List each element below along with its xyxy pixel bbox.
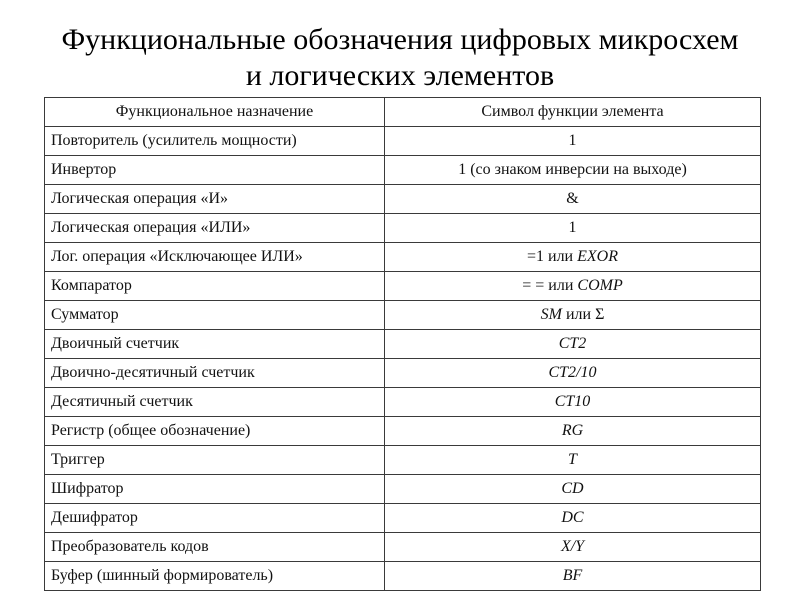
symbol-italic: EXOR	[577, 248, 618, 265]
function-cell: Логическая операция «ИЛИ»	[45, 214, 385, 243]
symbol-italic: SM	[540, 306, 562, 323]
symbol-text: = = или	[522, 277, 578, 294]
symbol-cell: BF	[385, 562, 761, 591]
function-cell: Шифратор	[45, 475, 385, 504]
title-line-1: Функциональные обозначения цифровых микросхем	[61, 23, 739, 56]
table-row	[45, 359, 761, 388]
table-row	[45, 156, 761, 185]
symbol-cell: DC	[385, 504, 761, 533]
function-cell: Регистр (общее обозначение)	[45, 417, 385, 446]
table-row	[45, 185, 761, 214]
function-cell: Буфер (шинный формирователь)	[45, 562, 385, 591]
table-row	[45, 330, 761, 359]
function-cell: Компаратор	[45, 272, 385, 301]
table-row	[45, 301, 761, 330]
table-row	[45, 504, 761, 533]
table-row	[45, 388, 761, 417]
symbol-cell	[385, 301, 761, 330]
symbol-cell	[385, 243, 761, 272]
symbol-cell	[385, 272, 761, 301]
table-row	[45, 272, 761, 301]
header-function: Функциональное назначение	[45, 98, 385, 127]
title-line-2: и логических элементов	[245, 59, 555, 92]
table-row	[45, 417, 761, 446]
function-cell: Двоичный счетчик	[45, 330, 385, 359]
function-cell: Лог. операция «Исключающее ИЛИ»	[45, 243, 385, 272]
function-cell: Сумматор	[45, 301, 385, 330]
table-row	[45, 475, 761, 504]
function-symbols-table	[44, 97, 761, 591]
table-row	[45, 446, 761, 475]
function-cell: Двоично-десятичный счетчик	[45, 359, 385, 388]
page-title	[0, 22, 800, 94]
function-cell: Преобразователь кодов	[45, 533, 385, 562]
function-cell: Десятичный счетчик	[45, 388, 385, 417]
function-cell: Повторитель (усилитель мощности)	[45, 127, 385, 156]
symbol-text: или Σ	[561, 306, 605, 323]
symbol-cell: 1	[385, 127, 761, 156]
symbol-cell: &	[385, 185, 761, 214]
symbol-cell: T	[385, 446, 761, 475]
function-cell: Инвертор	[45, 156, 385, 185]
symbol-cell: CT2/10	[385, 359, 761, 388]
function-cell: Логическая операция «И»	[45, 185, 385, 214]
table-row	[45, 243, 761, 272]
table-row	[45, 214, 761, 243]
header-symbol: Символ функции элемента	[385, 98, 761, 127]
symbol-cell: CT10	[385, 388, 761, 417]
table-row	[45, 533, 761, 562]
symbol-cell: CT2	[385, 330, 761, 359]
table-row	[45, 127, 761, 156]
table-header-row	[45, 98, 761, 127]
symbol-cell: X/Y	[385, 533, 761, 562]
symbol-cell: CD	[385, 475, 761, 504]
table-row	[45, 562, 761, 591]
function-cell: Дешифратор	[45, 504, 385, 533]
function-cell: Триггер	[45, 446, 385, 475]
symbol-text: =1 или	[526, 248, 578, 265]
symbol-cell: 1 (со знаком инверсии на выходе)	[385, 156, 761, 185]
symbol-cell: RG	[385, 417, 761, 446]
symbol-cell: 1	[385, 214, 761, 243]
symbol-italic: COMP	[577, 277, 623, 294]
